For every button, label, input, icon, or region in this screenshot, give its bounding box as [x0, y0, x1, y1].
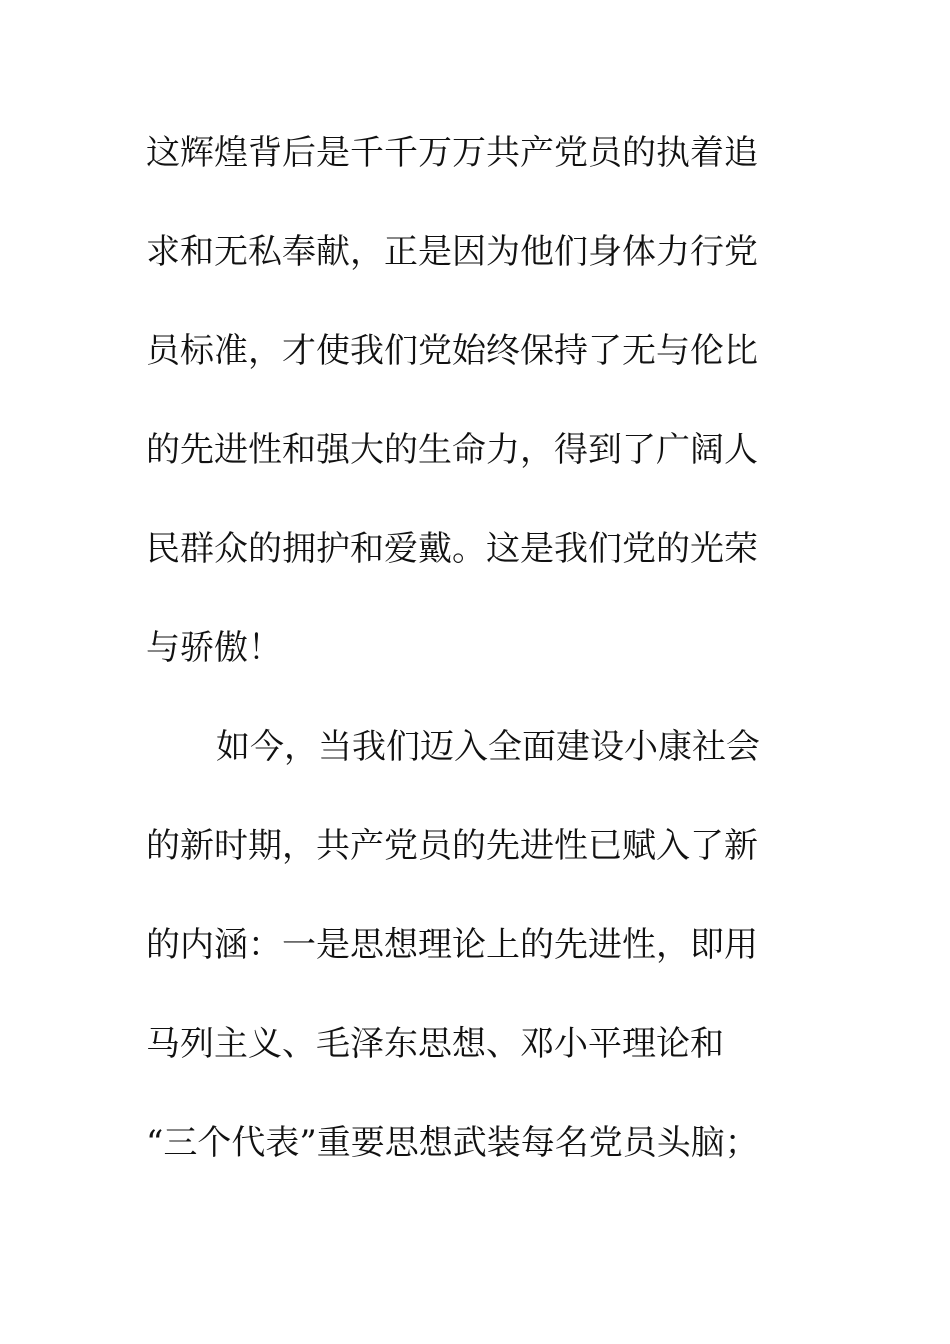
- text-line: 的新时期，共产党员的先进性已赋入了新: [146, 826, 758, 866]
- text-line: 马列主义、毛泽东思想、邓小平理论和: [146, 1024, 724, 1064]
- text-line: “三个代表”重要思想武装每名党员头脑；: [146, 1123, 759, 1163]
- text-line: 员标准，才使我们党始终保持了无与伦比: [146, 331, 758, 371]
- text-line: 这辉煌背后是千千万万共产党员的执着追: [146, 133, 758, 173]
- paragraph-start-line: 如今，当我们迈入全面建设小康社会: [216, 727, 760, 767]
- text-line: 民群众的拥护和爱戴。这是我们党的光荣: [146, 529, 758, 569]
- text-line: 的内涵：一是思想理论上的先进性，即用: [146, 925, 758, 965]
- text-line: 与骄傲！: [146, 628, 282, 668]
- text-line: 的先进性和强大的生命力，得到了广阔人: [146, 430, 758, 470]
- text-line: 求和无私奉献，正是因为他们身体力行党: [146, 232, 758, 272]
- body-text: [146, 120, 826, 1209]
